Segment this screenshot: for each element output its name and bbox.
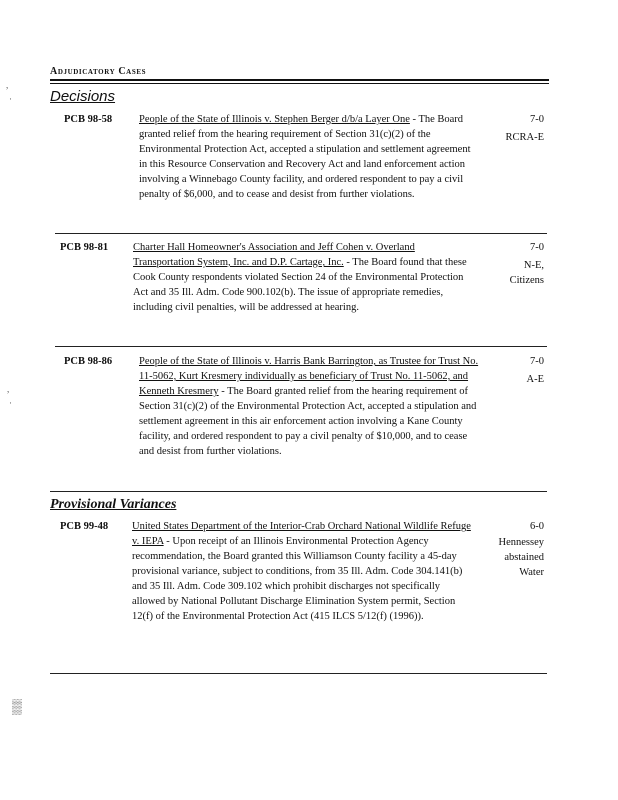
scan-speck: ▒ <box>12 700 22 715</box>
case-summary: - The Board granted relief from the hearing requirement of Section 31(c)(2) of the Environmental Protection Act, accepted a stipulation and settlement agreement in this air enforcement action involving a Kane County facility, and ordered respondent to pay a civil penalty of $10,000, and to cease and desist from further violations. <box>139 386 477 457</box>
section-divider <box>55 346 547 347</box>
case-vote <box>474 354 544 387</box>
section-divider <box>55 233 547 234</box>
case-description <box>132 519 472 624</box>
section-title-decisions: Decisions <box>50 88 116 105</box>
scan-speck: · <box>9 94 12 104</box>
vote-note: Hennessey <box>498 537 544 548</box>
case-title-link[interactable]: United States Department of the Interior-Crab Orchard National Wildlife Refuge v. IEPA <box>132 521 471 547</box>
vote-note-status: abstained <box>504 552 544 563</box>
vote-count: 7-0 <box>530 114 544 125</box>
scan-speck: , <box>6 80 9 90</box>
case-vote <box>474 240 544 288</box>
case-number: PCB 98-58 <box>64 114 113 125</box>
running-header: Adjudicatory Cases <box>50 66 147 77</box>
section-divider <box>50 673 547 674</box>
case-summary: - Upon receipt of an Illinois Environmental Protection Agency recommendation, the Board granted this Williamson County facility a 45-day provisional variance, subject to conditions, from 35 Ill. Adm. Code 304.141(b) and 35 Ill. Adm. Code 309.102 which prohibit discharges not specifically allowed by National Pollutant Discharge Elimination System permit, Section 12(f) of the Environmental Protection Act (415 ILCS 5/12(f) (1996)). <box>132 536 463 622</box>
case-category: A-E <box>526 374 544 385</box>
scan-speck: , <box>7 384 10 394</box>
case-description <box>133 240 473 315</box>
case-description <box>139 112 479 202</box>
section-divider <box>50 491 547 492</box>
case-number: PCB 99-48 <box>60 521 109 532</box>
case-title-link[interactable]: Charter Hall Homeowner's Association and Jeff Cohen v. Overland Transportation System, Inc. and D.P. Cartage, Inc. <box>133 242 415 268</box>
scan-speck: · <box>9 398 12 408</box>
case-number: PCB 98-81 <box>60 242 109 253</box>
case-category: RCRA-E <box>505 132 544 143</box>
case-vote <box>474 112 544 145</box>
vote-count: 7-0 <box>530 356 544 367</box>
case-category: Water <box>519 567 544 578</box>
case-number: PCB 98-86 <box>64 356 113 367</box>
case-summary: - The Board granted relief from the hearing requirement of Section 31(c)(2) of the Environmental Protection Act, accepted a stipulation and settlement agreement in this Resource Conservation and Recovery Act and land enforcement action involving a Winnebago County facility, and ordered respondent to pay a civil penalty of $6,000, and to cease and desist from further violations. <box>139 114 471 200</box>
case-vote <box>474 519 544 580</box>
case-category-type: Citizens <box>509 275 544 286</box>
case-title-link[interactable]: People of the State of Illinois v. Stephen Berger d/b/a Layer One <box>139 114 410 125</box>
vote-count: 7-0 <box>530 242 544 253</box>
case-description <box>139 354 479 459</box>
case-category: N-E, <box>523 260 544 271</box>
section-title-provisional-variances: Provisional Variances <box>50 497 177 512</box>
vote-count: 6-0 <box>530 521 544 532</box>
case-summary: - The Board found that these Cook County respondents violated Section 24 of the Environmental Protection Act and 35 Ill. Adm. Code 900.102(b). The issue of appropriate remedies, including civil penalties, will be addressed at hearing. <box>133 257 467 313</box>
header-rule <box>50 79 549 81</box>
header-rule-thin <box>50 83 549 84</box>
case-title-link[interactable]: People of the State of Illinois v. Harris Bank Barrington, as Trustee for Trust No. 11-5062, Kurt Kresmery individually as beneficiary of Trust No. 11-5062, and Kenneth Kresmery <box>139 356 479 397</box>
